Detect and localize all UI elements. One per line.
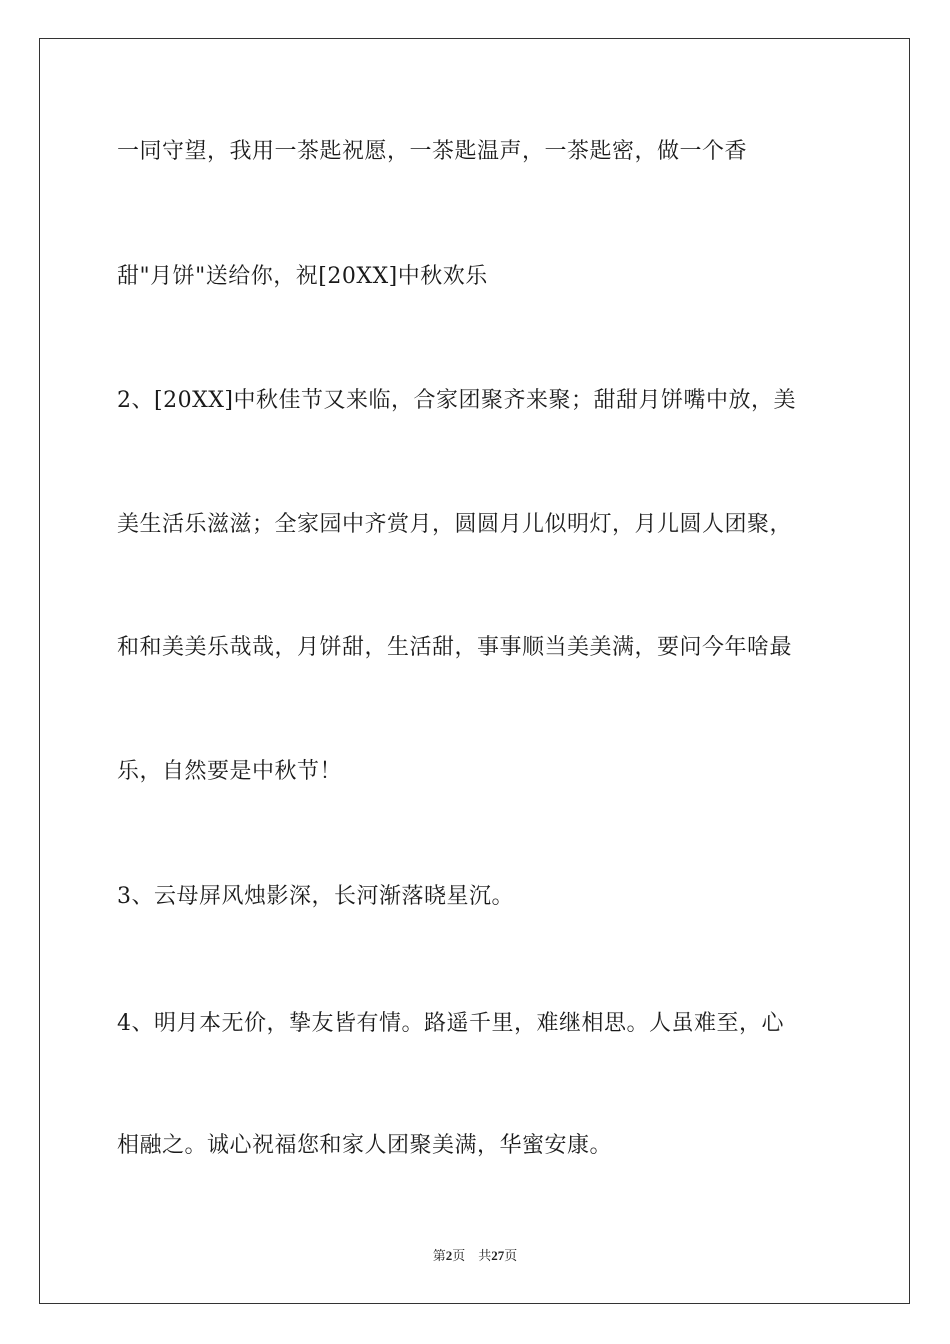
footer-total-pages: 27 [491, 1248, 505, 1263]
text-line-5: 和和美美乐哉哉，月饼甜，生活甜，事事顺当美美满，要问今年啥最 [117, 635, 793, 660]
page-border [39, 38, 910, 1304]
page-footer [0, 1247, 950, 1265]
text-line-8: 4、明月本无价，挚友皆有情。路遥千里，难继相思。人虽难至，心 [117, 1011, 784, 1036]
text-line-2: 甜"月饼"送给你，祝[20XX]中秋欢乐 [117, 264, 488, 289]
text-line-3: 2、[20XX]中秋佳节又来临，合家团聚齐来聚；甜甜月饼嘴中放，美 [117, 388, 796, 413]
footer-total-prefix: 共 [478, 1248, 492, 1263]
text-line-1: 一同守望，我用一茶匙祝愿，一茶匙温声，一茶匙密，做一个香 [117, 139, 748, 164]
footer-page-suffix: 页 [452, 1248, 466, 1263]
text-line-7: 3、云母屏风烛影深，长河渐落晓星沉。 [117, 884, 514, 909]
text-line-9: 相融之。诚心祝福您和家人团聚美满，华蜜安康。 [117, 1133, 613, 1158]
footer-page-number: 2 [445, 1248, 453, 1263]
text-line-4: 美生活乐滋滋；全家园中齐赏月，圆圆月儿似明灯，月儿圆人团聚， [117, 512, 793, 537]
footer-total-suffix: 页 [504, 1248, 518, 1263]
footer-page-prefix: 第 [432, 1248, 446, 1263]
text-line-6: 乐，自然要是中秋节！ [117, 759, 343, 784]
